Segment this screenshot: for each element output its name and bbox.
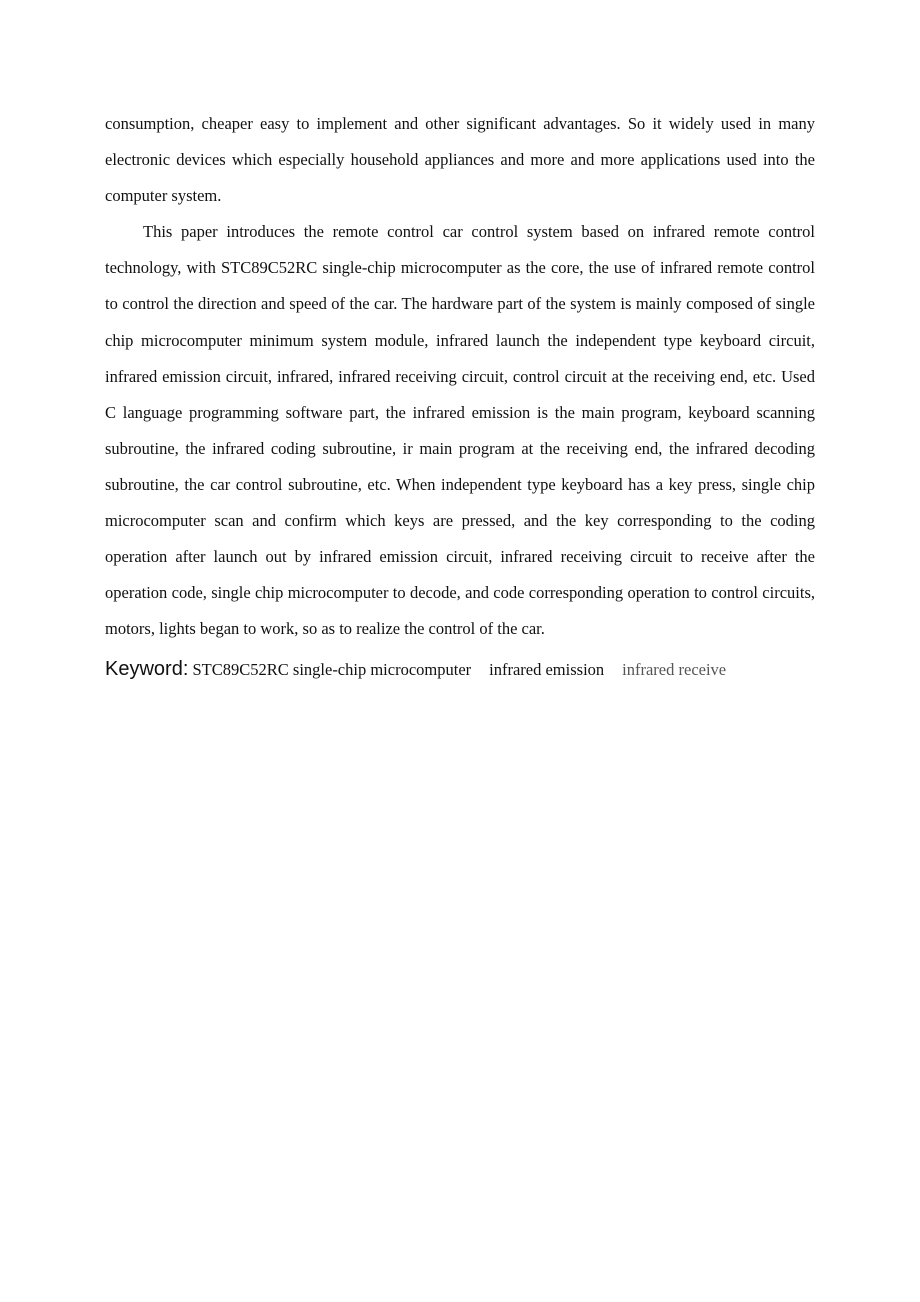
document-page [105,106,815,688]
keyword-item: STC89C52RC single-chip microcomputer [192,660,472,680]
paragraph-continuation: consumption, cheaper easy to implement and other significant advantages. So it widely used in many electronic devices which especially household appliances and more and more applications used into the computer system. [105,114,815,206]
keyword-item: infrared emission [489,660,605,680]
paragraph-abstract: This paper introduces the remote control car control system based on infrared remote control technology, with STC89C52RC single-chip microcomputer as the core, the use of infrared remote control to control the direction and speed of the car. The hardware part of the system is mainly composed of single chip microcomputer minimum system module, infrared launch the independent type keyboard circuit, infrared emission circuit, infrared, infrared receiving circuit, control circuit at the receiving end, etc. Used C language programming software part, the infrared emission is the main program, keyboard scanning subroutine, the infrared coding subroutine, ir main program at the receiving end, the infrared decoding subroutine, the car control subroutine, etc. When independent type keyboard has a key press, single chip microcomputer scan and confirm which keys are pressed, and the key corresponding to the coding operation after launch out by infrared emission circuit, infrared receiving circuit to receive after the operation code, single chip microcomputer to decode, and code corresponding operation to control circuits, motors, lights began to work, so as to realize the control of the car. [105,222,815,639]
keywords-line [105,651,815,688]
keywords-label: Keyword: [105,658,189,681]
keyword-item: infrared receive [622,660,727,680]
